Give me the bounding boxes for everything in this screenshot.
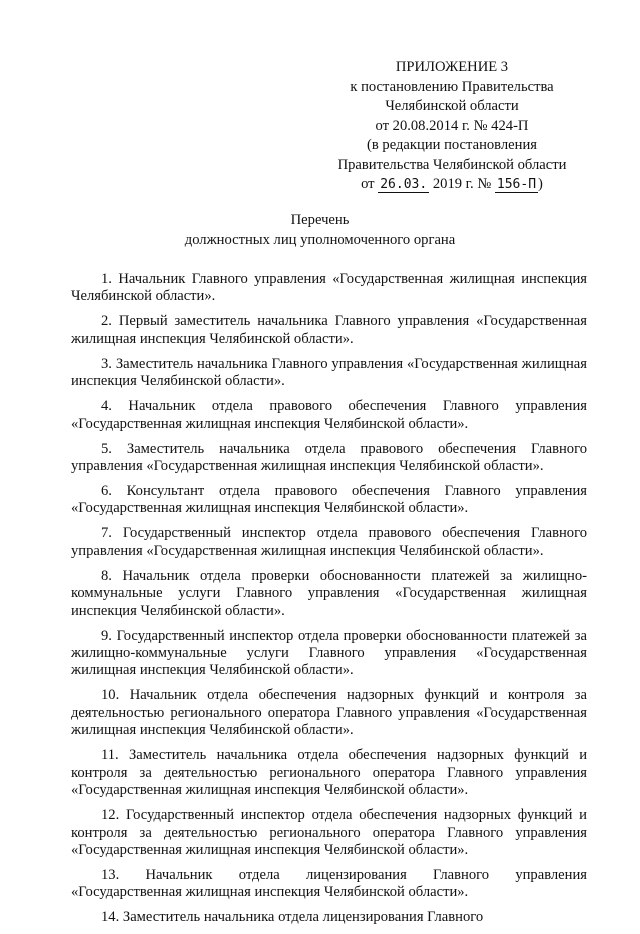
list-item: 14. Заместитель начальника отдела лицензирования Главного [101,909,484,926]
date-prefix: от [361,176,375,192]
list-item: 3. Заместитель начальника Главного управления «Государственная жилищная инспекция Челябинской области». [71,355,587,390]
list-item: 4. Начальник отдела правового обеспечения Главного управления «Государственная жилищная инспекция Челябинской области». [71,398,587,432]
list-item: 13. Начальник отдела лицензирования Главного управления «Государственная жилищная инспекция Челябинской области». [71,866,587,901]
list-item: 10. Начальник отдела обеспечения надзорных функций и контроля за деятельностью регионального оператора Главного управления «Государственная жилищная инспекция Челябинской области». [71,687,587,739]
list-item: 9. Государственный инспектор отдела проверки обоснованности платежей за жилищно-коммунальные услуги Главного управления «Государственная жилищная инспекция Челябинской области». [71,627,587,679]
appendix-line-2: Челябинской области [385,98,519,114]
close-paren: ) [538,176,543,192]
appendix-line-4: (в редакции постановления [367,137,537,153]
handwritten-date: 26.03. [380,177,428,192]
appendix-date-line [322,175,582,195]
list-item: 11. Заместитель начальника отдела обеспечения надзорных функций и контроля за деятельностью регионального оператора Главного управления «Государственная жилищная инспекция Челябинской области». [71,747,587,799]
handwritten-number: 156-П [496,177,537,192]
positions-list [71,271,587,934]
heading-title: Перечень [290,212,350,228]
appendix-line-3: от 20.08.2014 г. № 424-П [375,117,529,134]
appendix-line-1: к постановлению Правительства [350,78,554,95]
list-item: 8. Начальник отдела проверки обоснованности платежей за жилищно-коммунальные услуги Главного управления «Государственная жилищная инспекция Челябинской области». [71,567,587,619]
document-heading [0,211,640,250]
list-item: 7. Государственный инспектор отдела правового обеспечения Главного управления «Государственная жилищная инспекция Челябинской области». [71,525,587,559]
heading-subtitle: должностных лиц уполномоченного органа [184,231,456,248]
list-item: 6. Консультант отдела правового обеспечения Главного управления «Государственная жилищная инспекция Челябинской области». [71,483,587,517]
appendix-line-5: Правительства Челябинской области [337,156,567,173]
list-item: 12. Государственный инспектор отдела обеспечения надзорных функций и контроля за деятельностью регионального оператора Главного управления «Государственная жилищная инспекция Челябинской области». [71,807,587,858]
list-item: 5. Заместитель начальника отдела правового обеспечения Главного управления «Государственная жилищная инспекция Челябинской области». [71,440,587,475]
appendix-title: ПРИЛОЖЕНИЕ 3 [395,59,509,75]
list-item: 2. Первый заместитель начальника Главного управления «Государственная жилищная инспекция Челябинской области». [71,313,587,347]
list-item: 1. Начальник Главного управления «Государственная жилищная инспекция Челябинской области». [71,271,587,305]
appendix-header [322,58,582,195]
year-text: 2019 г. № [432,176,492,192]
